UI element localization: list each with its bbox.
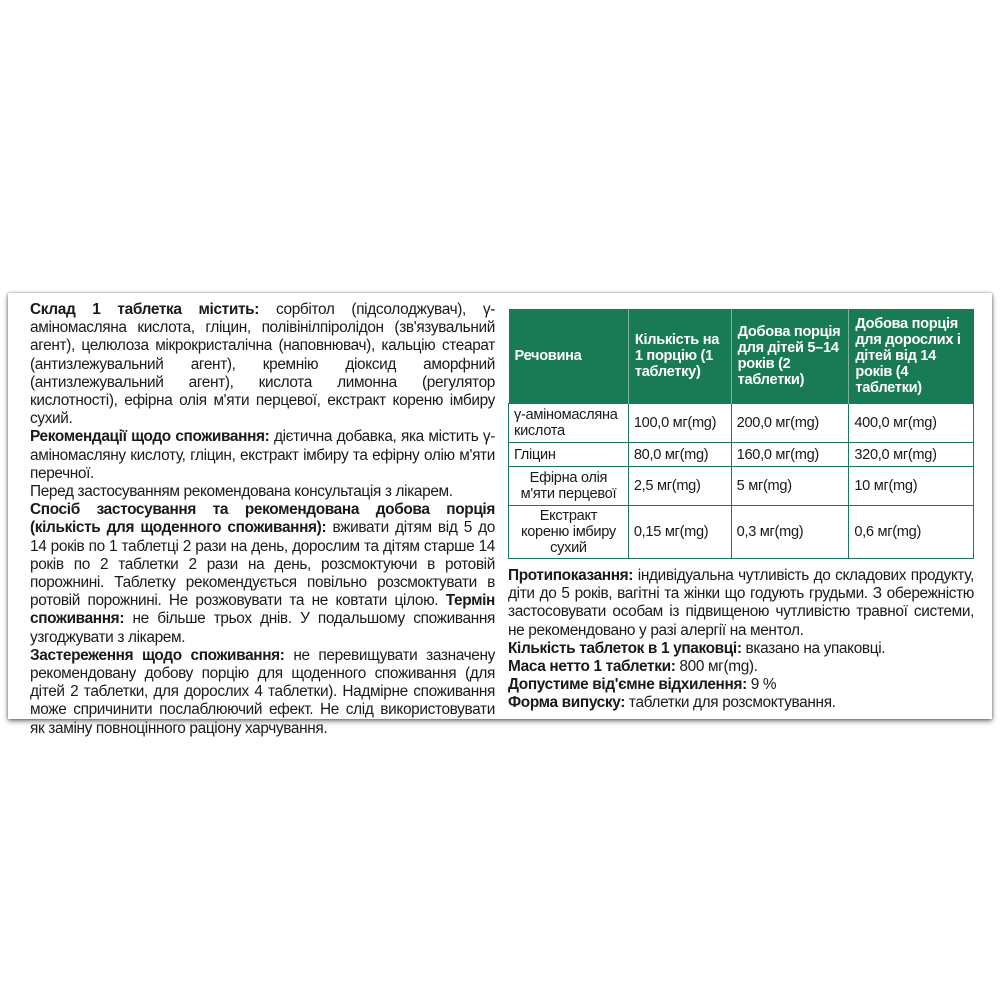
warnings-paragraph bbox=[30, 647, 495, 738]
header-per-serving: Кількість на 1 порцію (1 таблетку) bbox=[628, 309, 731, 404]
cell-per-serving: 0,15 мг(mg) bbox=[628, 506, 731, 559]
contraindications-text: індивідуальна чутливість до складових продукту, діти до 5 років, вагітні та жінки що годують грудьми. З обережністю застосовувати особам із підвищеною чутливістю травної системи, не рекомендовано у разі алергії на ментол. bbox=[508, 567, 974, 639]
usage-text: вживати дітям від 5 до 14 років по 1 таблетці 2 рази на день, дорослим та дітям старше 14 років по 2 таблетки 2 рази на день, розсмоктуючи в ротовій порожнині. Таблетку рекомендується повільно розсмоктувати в ротовій порожнині. Не розжовувати та не ковтати цілою. bbox=[30, 519, 496, 610]
table-header-row bbox=[509, 309, 974, 404]
cell-substance: Ефірна олія м'яти перцевої bbox=[509, 467, 629, 506]
table-row bbox=[509, 404, 974, 443]
term-label: Термін споживання: bbox=[30, 592, 495, 628]
cell-children-daily: 200,0 мг(mg) bbox=[731, 404, 849, 443]
contraindications-label: Протипоказання: bbox=[508, 567, 634, 584]
warnings-text: не перевищувати зазначену рекомендовану добову порцію для щоденного споживання (для дітей 2 таблетки, для дорослих 4 таблетки). Надмірне споживання може спричинити послаблюючий ефект. Не слід використовувати як заміну повноцінного раціону харчування. bbox=[30, 646, 496, 737]
cell-substance: Гліцин bbox=[509, 443, 629, 467]
cell-per-serving: 2,5 мг(mg) bbox=[628, 467, 731, 506]
release-form-paragraph bbox=[508, 694, 974, 712]
table-row bbox=[509, 506, 974, 559]
tablet-count-text: вказано на упаковці. bbox=[741, 639, 886, 657]
release-form-text: таблетки для розсмоктування. bbox=[625, 694, 836, 712]
cell-children-daily: 0,3 мг(mg) bbox=[731, 506, 849, 559]
right-text-block bbox=[508, 567, 974, 713]
header-children-daily: Добова порція для дітей 5–14 років (2 таблетки) bbox=[731, 309, 849, 404]
header-adults-daily: Добова порція для дорослих і дітей від 14 років (4 таблетки) bbox=[849, 309, 974, 404]
deviation-text: 9 % bbox=[746, 676, 777, 694]
consultation-paragraph bbox=[30, 483, 495, 501]
cell-per-serving: 80,0 мг(mg) bbox=[628, 443, 731, 467]
recommendations-paragraph bbox=[30, 428, 495, 483]
consultation-text: Перед застосуванням рекомендована консультація з лікарем. bbox=[30, 483, 453, 501]
right-column bbox=[508, 309, 974, 713]
cell-adults-daily: 0,6 мг(mg) bbox=[849, 506, 974, 559]
header-substance: Речовина bbox=[509, 309, 629, 404]
composition-text: сорбітол (підсолоджувач), γ-аміномасляна кислота, гліцин, полівінілпіролідон (зв'язувальний агент), целюлоза мікрокристалічна (наповнювач), кальцію стеарат (антизлежувальний агент), кремнію діоксид аморфний (антизлежувальний агент), кислота лимонна (регулятор кислотності), ефірна олія м'яти перцевої, екстракт кореню імбиру сухий. bbox=[30, 301, 495, 428]
recommendations-label: Рекомендації щодо споживання: bbox=[30, 428, 270, 446]
deviation-paragraph bbox=[508, 676, 974, 694]
contraindications-paragraph bbox=[508, 567, 974, 640]
composition-paragraph bbox=[30, 301, 495, 428]
cell-per-serving: 100,0 мг(mg) bbox=[628, 404, 731, 443]
label-card bbox=[8, 293, 992, 737]
cell-children-daily: 5 мг(mg) bbox=[731, 467, 849, 506]
tablet-count-label: Кількість таблеток в 1 упаковці: bbox=[508, 639, 742, 657]
recommendations-text: дієтична добавка, яка містить γ-аміномасляну кислоту, гліцин, екстракт імбиру та ефірну олію м'яти перечної. bbox=[30, 428, 495, 482]
net-mass-label: Маса нетто 1 таблетки: bbox=[508, 658, 676, 676]
nutrition-table bbox=[508, 309, 974, 559]
left-column bbox=[30, 301, 495, 738]
table-row bbox=[509, 467, 974, 506]
tablet-count-paragraph bbox=[508, 640, 974, 658]
cell-substance: γ-аміномасляна кислота bbox=[509, 404, 629, 443]
net-mass-text: 800 мг(mg). bbox=[675, 658, 758, 676]
term-text: не більше трьох днів. У подальшому споживання узгоджувати з лікарем. bbox=[30, 610, 495, 646]
cell-substance: Екстракт кореню імбиру сухий bbox=[509, 506, 629, 559]
composition-label: Склад 1 таблетка містить: bbox=[30, 301, 260, 318]
warnings-label: Застереження щодо споживання: bbox=[30, 646, 285, 664]
release-form-label: Форма випуску: bbox=[508, 694, 625, 712]
cell-children-daily: 160,0 мг(mg) bbox=[731, 443, 849, 467]
usage-paragraph bbox=[30, 501, 495, 647]
cell-adults-daily: 10 мг(mg) bbox=[849, 467, 974, 506]
net-mass-paragraph bbox=[508, 658, 974, 676]
cell-adults-daily: 400,0 мг(mg) bbox=[849, 404, 974, 443]
deviation-label: Допустиме від'ємне відхилення: bbox=[508, 676, 747, 694]
usage-label: Спосіб застосування та рекомендована добова порція (кількість для щоденного споживання): bbox=[30, 501, 495, 537]
table-row bbox=[509, 443, 974, 467]
cell-adults-daily: 320,0 мг(mg) bbox=[849, 443, 974, 467]
